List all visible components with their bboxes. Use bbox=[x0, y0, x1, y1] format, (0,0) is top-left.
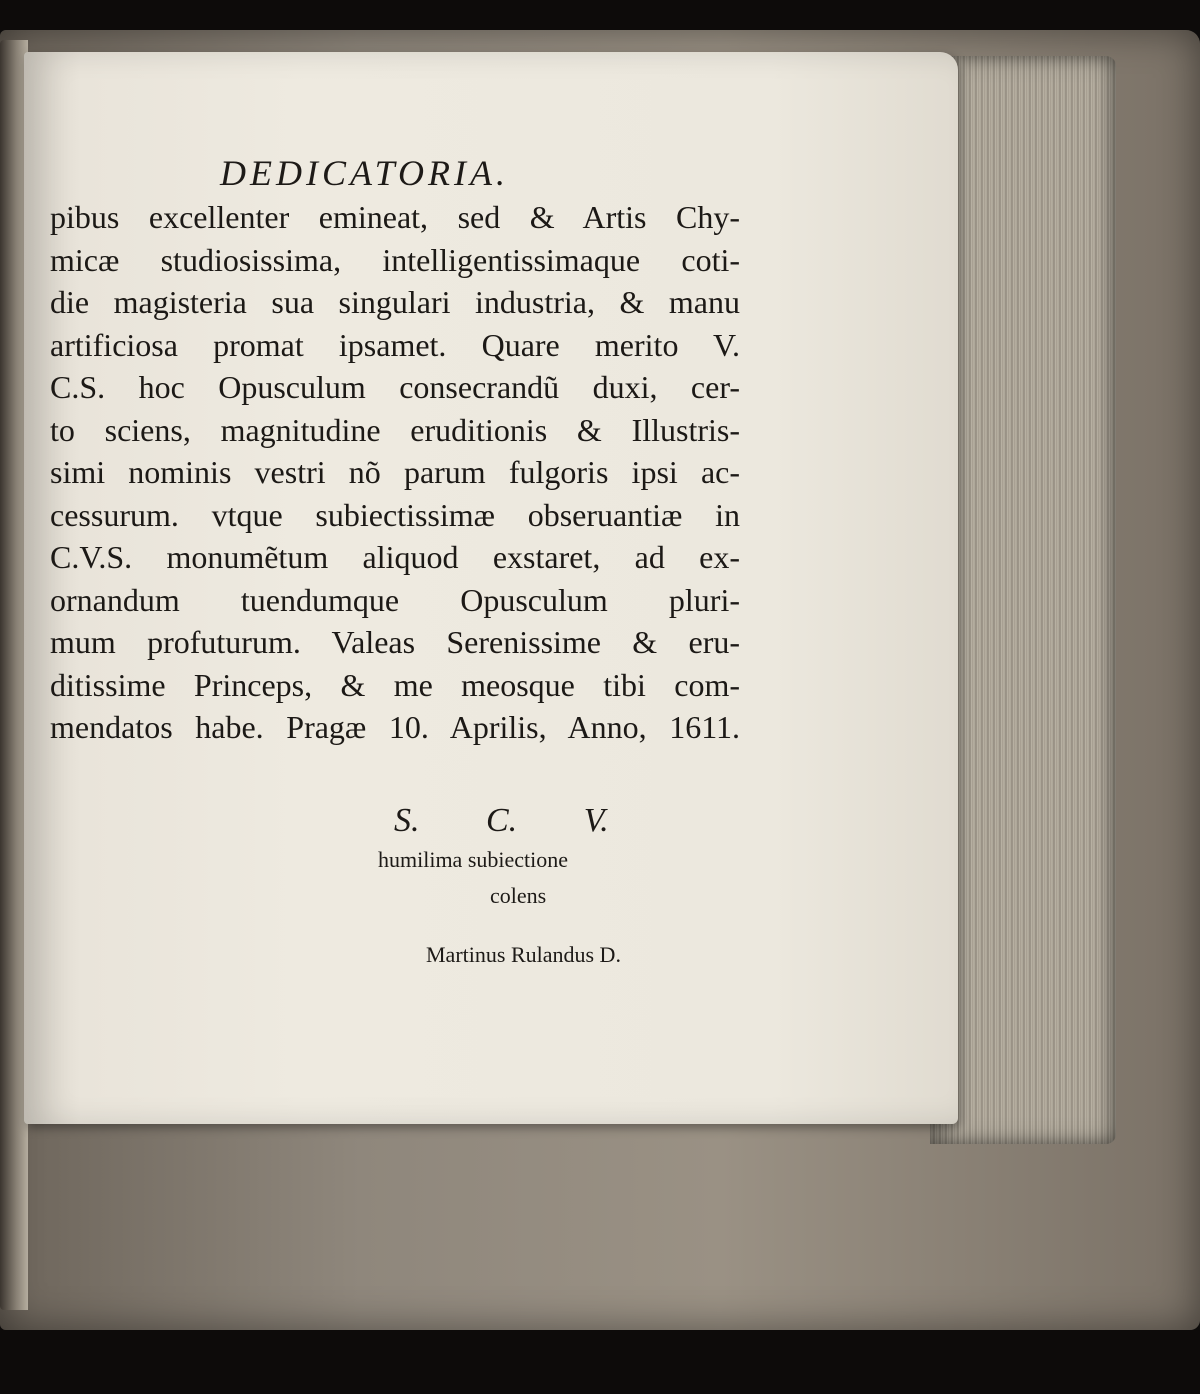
closing-line: colens bbox=[490, 883, 547, 908]
initial: C. bbox=[486, 802, 518, 839]
initial: V. bbox=[583, 802, 609, 839]
dedication-text bbox=[50, 196, 740, 749]
text-line: pibus excellenter emineat, sed & Artis Chy- bbox=[50, 199, 740, 235]
text-line: C.S. hoc Opusculum consecrandũ duxi, cer- bbox=[50, 369, 740, 405]
text-line: ditissime Princeps, & me meosque tibi com- bbox=[50, 666, 740, 703]
text-line: micæ studiosissima, intelligentissimaque coti- bbox=[50, 241, 740, 278]
text-line: mum profuturum. Valeas Serenissime & eru- bbox=[50, 624, 740, 660]
page-heading: DEDICATORIA. bbox=[220, 153, 509, 193]
text-line: to sciens, magnitudine eruditionis & Illustris- bbox=[50, 411, 740, 448]
text-line: artificiosa promat ipsamet. Quare merito V. bbox=[50, 326, 740, 363]
text-line: ornandum tuendumque Opusculum pluri- bbox=[50, 581, 740, 618]
text-line: cessurum. vtque subiectissimæ obseruantiæ in bbox=[50, 496, 740, 533]
text-line: simi nominis vestri nõ parum fulgoris ipsi ac- bbox=[50, 454, 740, 490]
closing-formula bbox=[378, 842, 568, 914]
signature-initials bbox=[394, 802, 667, 840]
text-line: die magisteria sua singulari industria, & manu bbox=[50, 284, 740, 320]
closing-line: humilima subiectione bbox=[378, 847, 569, 872]
text-line: C.V.S. monumẽtum aliquod exstaret, ad ex- bbox=[50, 539, 740, 575]
author-signature: Martinus Rulandus D. bbox=[426, 942, 621, 967]
text-line: mendatos habe. Pragæ 10. Aprilis, Anno, 1611. bbox=[50, 709, 740, 745]
initial: S. bbox=[394, 802, 420, 839]
